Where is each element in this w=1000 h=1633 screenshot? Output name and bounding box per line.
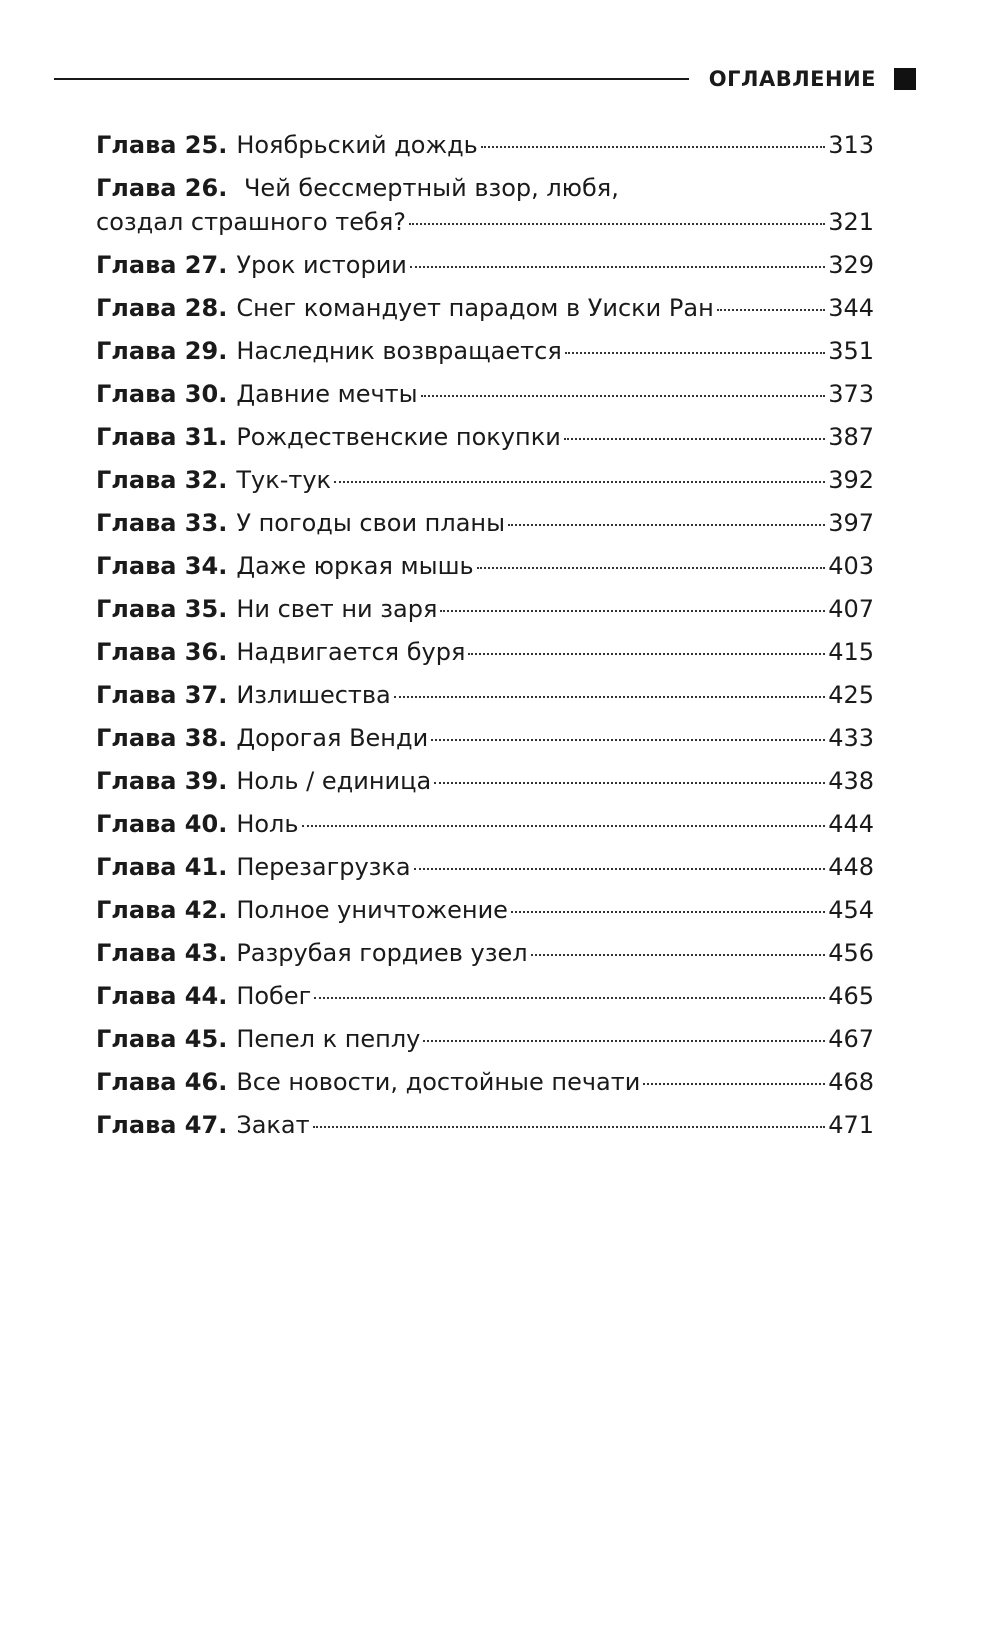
dot-leader: [431, 739, 825, 741]
page-number: 415: [828, 638, 874, 666]
chapter-number: Глава 40.: [96, 810, 228, 838]
toc-entry-46[interactable]: [96, 1065, 874, 1099]
page-number: 397: [828, 509, 874, 537]
table-of-contents: [96, 128, 874, 1151]
chapter-number: Глава 29.: [96, 337, 228, 365]
toc-entry-32[interactable]: [96, 463, 874, 497]
page-number: 329: [828, 251, 874, 279]
chapter-number: Глава 41.: [96, 853, 228, 881]
page-number: 387: [828, 423, 874, 451]
page-number: 321: [828, 208, 874, 236]
page-number: 444: [828, 810, 874, 838]
chapter-number: Глава 45.: [96, 1025, 228, 1053]
toc-entry-37[interactable]: [96, 678, 874, 712]
chapter-title: Даже юркая мышь: [236, 552, 474, 580]
chapter-title: Урок истории: [236, 251, 407, 279]
chapter-number: Глава 34.: [96, 552, 228, 580]
page-number: 454: [828, 896, 874, 924]
chapter-title: Надвигается буря: [236, 638, 466, 666]
dot-leader: [423, 1040, 825, 1042]
dot-leader: [302, 825, 826, 827]
page-number: 351: [828, 337, 874, 365]
chapter-title: Ноль / единица: [236, 767, 432, 795]
chapter-number: Глава 27.: [96, 251, 228, 279]
toc-entry-45[interactable]: [96, 1022, 874, 1056]
page-number: 344: [828, 294, 874, 322]
page-number: 448: [828, 853, 874, 881]
toc-entry-33[interactable]: [96, 506, 874, 540]
toc-entry-34[interactable]: [96, 549, 874, 583]
chapter-title: Перезагрузка: [236, 853, 411, 881]
page-number: 438: [828, 767, 874, 795]
page-number: 467: [828, 1025, 874, 1053]
dot-leader: [511, 911, 825, 913]
chapter-title: Излишества: [236, 681, 391, 709]
chapter-number: Глава 38.: [96, 724, 228, 752]
chapter-title: Снег командует парадом в Уиски Ран: [236, 294, 714, 322]
toc-entry-27[interactable]: [96, 248, 874, 282]
chapter-number: Глава 42.: [96, 896, 228, 924]
page-number: 407: [828, 595, 874, 623]
chapter-title: У погоды свои планы: [236, 509, 506, 537]
dot-leader: [334, 481, 825, 483]
chapter-number: Глава 37.: [96, 681, 228, 709]
dot-leader: [468, 653, 825, 655]
chapter-title: Дорогая Венди: [236, 724, 429, 752]
chapter-number: Глава 36.: [96, 638, 228, 666]
chapter-number: Глава 35.: [96, 595, 228, 623]
toc-entry-39[interactable]: [96, 764, 874, 798]
page-number: 403: [828, 552, 874, 580]
dot-leader: [414, 868, 826, 870]
toc-entry-31[interactable]: [96, 420, 874, 454]
toc-entry-36[interactable]: [96, 635, 874, 669]
chapter-number: Глава 46.: [96, 1068, 228, 1096]
toc-entry-35[interactable]: [96, 592, 874, 626]
chapter-title: Разрубая гордиев узел: [236, 939, 528, 967]
page-number: 433: [828, 724, 874, 752]
chapter-number: Глава 43.: [96, 939, 228, 967]
toc-entry-40[interactable]: [96, 807, 874, 841]
chapter-title: Ноль: [236, 810, 299, 838]
dot-leader: [410, 266, 825, 268]
dot-leader: [481, 146, 825, 148]
header-rule: [54, 78, 689, 80]
page-number: 465: [828, 982, 874, 1010]
page-header: [54, 66, 916, 92]
toc-entry-44[interactable]: [96, 979, 874, 1013]
chapter-title: Давние мечты: [236, 380, 418, 408]
toc-entry-43[interactable]: [96, 936, 874, 970]
chapter-title: Рождественские покупки: [236, 423, 561, 451]
chapter-number: Глава 32.: [96, 466, 228, 494]
chapter-number: Глава 31.: [96, 423, 228, 451]
chapter-number: Глава 44.: [96, 982, 228, 1010]
dot-leader: [313, 1126, 826, 1128]
chapter-title: Закат: [236, 1111, 310, 1139]
chapter-title: Полное уничтожение: [236, 896, 508, 924]
toc-entry-41[interactable]: [96, 850, 874, 884]
dot-leader: [508, 524, 825, 526]
page-number: 373: [828, 380, 874, 408]
toc-entry-25[interactable]: [96, 128, 874, 162]
chapter-number: Глава 28.: [96, 294, 228, 322]
dot-leader: [421, 395, 826, 397]
chapter-title: Пепел к пеплу: [236, 1025, 421, 1053]
dot-leader: [717, 309, 825, 311]
chapter-number: Глава 25.: [96, 131, 228, 159]
dot-leader: [409, 223, 825, 225]
page-number: 425: [828, 681, 874, 709]
page-number: 471: [828, 1111, 874, 1139]
toc-entry-38[interactable]: [96, 721, 874, 755]
dot-leader: [477, 567, 826, 569]
chapter-number: Глава 26.: [96, 174, 228, 202]
chapter-title: Все новости, достойные печати: [236, 1068, 641, 1096]
dot-leader: [394, 696, 825, 698]
toc-entry-47[interactable]: [96, 1108, 874, 1142]
chapter-title: Побег: [236, 982, 312, 1010]
chapter-title: Ноябрьский дождь: [236, 131, 478, 159]
dot-leader: [643, 1083, 825, 1085]
page-number: 456: [828, 939, 874, 967]
chapter-number: Глава 39.: [96, 767, 228, 795]
toc-entry-26[interactable]: [96, 171, 874, 239]
dot-leader: [531, 954, 826, 956]
dot-leader: [440, 610, 825, 612]
dot-leader: [564, 438, 825, 440]
toc-entry-42[interactable]: [96, 893, 874, 927]
chapter-title: Наследник возвращается: [236, 337, 562, 365]
page-number: 392: [828, 466, 874, 494]
section-title: ОГЛАВЛЕНИЕ: [708, 67, 876, 91]
dot-leader: [565, 352, 825, 354]
chapter-number: Глава 47.: [96, 1111, 228, 1139]
chapter-title: Ни свет ни заря: [236, 595, 438, 623]
toc-entry-28[interactable]: [96, 291, 874, 325]
chapter-number: Глава 30.: [96, 380, 228, 408]
square-marker-icon: [894, 68, 916, 90]
toc-entry-29[interactable]: [96, 334, 874, 368]
chapter-title-line1: Чей бессмертный взор, любя,: [243, 174, 619, 202]
dot-leader: [314, 997, 825, 999]
chapter-title: создал страшного тебя?: [96, 208, 407, 236]
page-number: 468: [828, 1068, 874, 1096]
chapter-number: Глава 33.: [96, 509, 228, 537]
page-number: 313: [828, 131, 874, 159]
toc-entry-30[interactable]: [96, 377, 874, 411]
chapter-title: Тук-тук: [236, 466, 332, 494]
dot-leader: [434, 782, 825, 784]
